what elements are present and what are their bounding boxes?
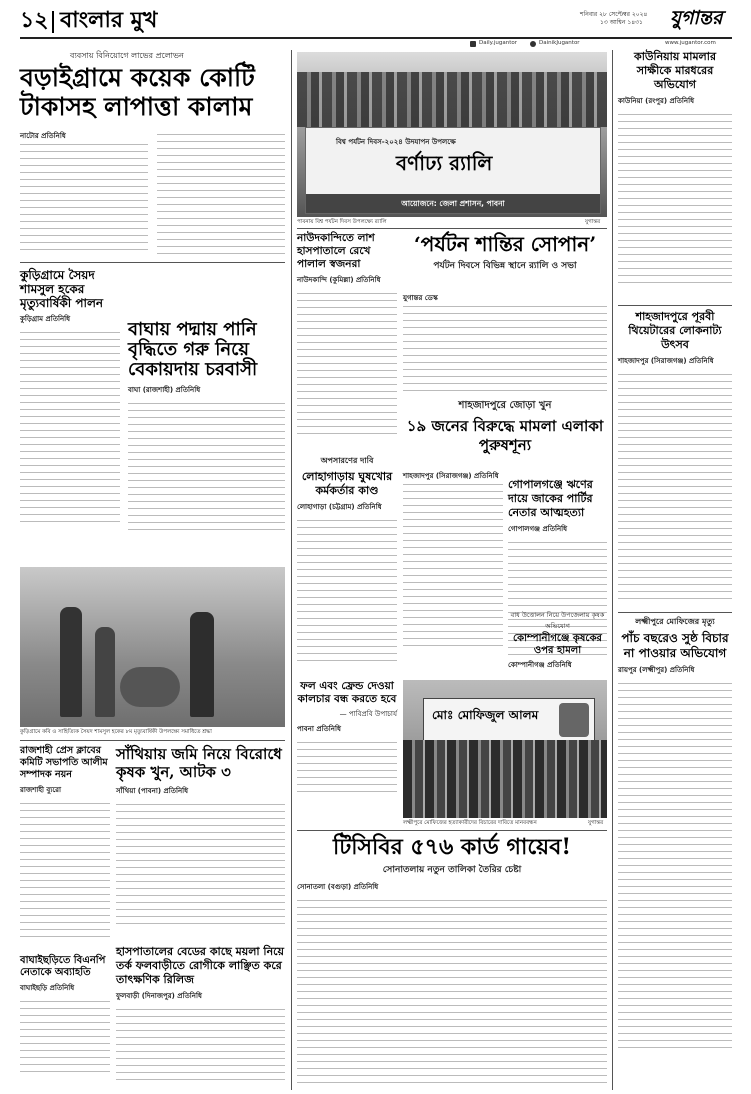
lohagara-body — [297, 516, 397, 661]
page-number: ১২ — [20, 7, 49, 33]
story-shahjadpur-fest — [618, 310, 732, 610]
bagha-body — [128, 399, 285, 534]
story-tcb — [297, 834, 607, 1090]
lead-body — [157, 130, 285, 255]
story-kaunia — [618, 50, 732, 300]
dainik-handle[interactable]: DainikJugantor — [539, 40, 580, 46]
fest-byline: শাহজাদপুর (সিরাজগঞ্জ) প্রতিনিধি — [618, 357, 714, 365]
murder-byline: শাহজাদপুর (সিরাজগঞ্জ) প্রতিনিধি — [403, 472, 499, 480]
bagha-byline: বাঘা (রাজশাহী) প্রতিনিধি — [128, 386, 201, 394]
companiganj-headline: কোম্পানীগঞ্জে কৃষকের ওপর হামলা — [513, 633, 602, 656]
column-rule — [612, 50, 613, 1090]
gopalganj-byline: গোপালগঞ্জ প্রতিনিধি — [508, 525, 568, 533]
baghaichari-body — [20, 997, 110, 1077]
story-tourism — [403, 232, 607, 292]
kurigram-photo-caption: কুড়িগ্রামে কবি ও সাহিত্যিক সৈয়দ শামসুল হকের ৮ম মৃত্যুবার্ষিকী উপলক্ষ্যে সমাধিতে শ্রদ্ধা — [20, 729, 212, 735]
story-naudkandi — [297, 232, 397, 452]
story-companiganj-attack — [508, 610, 607, 678]
companiganj-kicker: বাধ উত্তোলন নিয়ে উপজেলায় কৃষক অভিযোগ — [510, 611, 605, 630]
story-kurigram — [20, 268, 120, 558]
fruit-headline: ফল এবং ফ্রেন্ড দেওয়া কালচার বন্ধ করতে হবে — [297, 680, 397, 705]
section-rule — [297, 228, 607, 229]
murder-headline: ১৯ জনের বিরুদ্ধে মামলা এলাকা পুরুষশূন্য — [406, 417, 604, 454]
protest-crowd — [403, 740, 607, 818]
kurigram-byline: কুড়িগ্রাম প্রতিনিধি — [20, 315, 71, 323]
kurigram-photo — [20, 567, 285, 727]
story-lohagara — [297, 455, 397, 675]
fruit-body — [297, 738, 397, 798]
kurigram-headline: কুড়িগ্রামে সৈয়দ শামসুল হকের মৃত্যুবার্ষিকী পালন — [20, 268, 104, 310]
lead-body — [20, 140, 148, 255]
naudkandi-body — [297, 289, 397, 439]
lohagara-headline: লোহাগাড়ায় ঘুষখোর কর্মকর্তার কাণ্ড — [301, 470, 393, 497]
protest-caption: লক্ষ্মীপুরে মোফিজের হত্যাকারীদের বিচারের দাবিতে মানববন্ধন — [403, 820, 537, 826]
rally-caption: পাবনায় বিশ্ব পর্যটন দিবস উপলক্ষ্যে র‍্যালি — [297, 219, 387, 225]
photo-figure — [60, 607, 82, 717]
fest-headline: শাহজাদপুরে পূরবী থিয়েটারের লোকনাট্য উৎসব — [628, 310, 722, 351]
companiganj-byline: কোম্পানীগঞ্জ প্রতিনিধি — [508, 661, 572, 669]
laxmipur-kicker: লক্ষ্মীপুরে মোফিজের মৃত্যু — [635, 617, 715, 626]
section-rule — [20, 740, 285, 741]
twitter-icon — [530, 41, 536, 47]
section-rule — [618, 305, 732, 306]
website-link[interactable]: www.jugantor.com — [665, 40, 716, 46]
tourism-byline: যুগান্তর ডেস্ক — [403, 294, 438, 302]
banner-organizer: আয়োজনে: জেলা প্রশাসন, পাবনা — [306, 194, 600, 213]
masthead-divider — [52, 11, 54, 33]
rally-credit: যুগান্তর — [585, 219, 601, 225]
story-baghaichari — [20, 955, 110, 1090]
kaunia-byline: কাউনিয়া (রংপুর) প্রতিনিধি — [618, 97, 695, 105]
photo-wreath — [120, 667, 180, 707]
saithia-body — [116, 800, 285, 930]
tourism-body — [403, 302, 607, 392]
protest-photo — [403, 680, 607, 818]
banner-title: বর্ণাঢ্য র‍্যালি — [396, 151, 493, 175]
protest-banner — [423, 698, 595, 742]
tourism-subhead: পর্যটন দিবসে বিভিন্ন স্থানে র‍্যালি ও সভা — [433, 261, 577, 271]
baghaichari-byline: বাঘাইছড়ি প্রতিনিধি — [20, 984, 75, 992]
lead-headline: বড়াইগ্রামে কয়েক কোটি টাকাসহ লাপাত্তা কালাম — [20, 63, 255, 121]
lohagara-kicker: অপসারণের দাবি — [320, 456, 374, 465]
laxmipur-body — [618, 679, 732, 1049]
gopalganj-headline: গোপালগঞ্জে ঋণের দায়ে জাকের পার্টির নেতার আত্মহত্যা — [508, 478, 593, 519]
kaunia-body — [618, 110, 732, 285]
naudkandi-headline: নাউদকান্দিতে লাশ হাসপাতালে রেখে পালাল স্বজনরা — [297, 232, 375, 270]
section-rule — [20, 262, 285, 263]
column-rule — [291, 50, 292, 1090]
protest-portrait — [559, 703, 589, 737]
fest-body — [618, 370, 732, 600]
masthead-rule — [20, 37, 732, 39]
baghaichari-headline: বাঘাইছড়িতে বিএনপি নেতাকে অব্যাহতি — [20, 955, 106, 978]
story-hospital — [116, 945, 285, 1090]
tcb-headline: টিসিবির ৫৭৬ কার্ড গায়েব! — [332, 834, 572, 860]
lead-byline: নাটোর প্রতিনিধি — [20, 132, 66, 140]
crowd — [297, 72, 607, 127]
rajshahi-headline: রাজশাহী প্রেস ক্লাবের কমিটি সভাপতি আলীম সম্পাদক নয়ন — [20, 745, 108, 780]
photo-figure — [95, 627, 115, 717]
hospital-headline: হাসপাতালের বেডের কাছে ময়লা নিয়ে তর্ক ফলবাড়ীতে রোগীকে লাঞ্ছিত করে তাৎক্ষণিক রিলিজ — [116, 945, 285, 986]
naudkandi-byline: নাউদকান্দি (কুমিল্লা) প্রতিনিধি — [297, 276, 381, 284]
bagha-headline: বাঘায় পদ্মায় পানি বৃদ্ধিতে গরু নিয়ে বেকায়দায় চরবাসী — [128, 319, 258, 380]
tourism-headline: ‘পর্যটন শান্তির সোপান’ — [413, 232, 597, 256]
kurigram-body — [20, 328, 120, 528]
rally-photo — [297, 52, 607, 217]
social-bar — [470, 40, 732, 49]
rajshahi-byline: রাজশাহী ব্যুরো — [20, 786, 62, 794]
date-line-1: শনিবার ২৮ সেপ্টেম্বর ২০২৪ — [580, 11, 648, 18]
rally-banner — [305, 127, 601, 214]
story-laxmipur — [618, 616, 732, 1090]
date-line-2: ১৩ আশ্বিন ১৪৩১ — [600, 19, 643, 26]
section-rule — [297, 830, 607, 831]
story-rajshahi — [20, 745, 110, 955]
murder-kicker: শাহজাদপুরে জোড়া খুন — [458, 400, 552, 411]
story-shahjadpur-murder — [403, 398, 607, 468]
protest-banner-text: মোঃ মোফিজুল আলম — [432, 708, 539, 722]
hospital-body — [116, 1005, 285, 1080]
photo-figure — [190, 612, 214, 717]
section-title: বাংলার মুখ — [60, 7, 158, 33]
saithia-byline: সাঁথিয়া (পাবনা) প্রতিনিধি — [116, 787, 189, 795]
fruit-attribution: — পাবিপ্রবি উপাচার্য — [339, 710, 397, 718]
laxmipur-byline: রায়পুর (লক্ষ্মীপুর) প্রতিনিধি — [618, 666, 695, 674]
murder-body — [403, 480, 503, 650]
masthead — [20, 8, 732, 36]
banner-subtitle: বিশ্ব পর্যটন দিবস-২০২৪ উদযাপন উপলক্ষে — [336, 138, 456, 146]
story-fruit — [297, 680, 397, 820]
rajshahi-body — [20, 799, 110, 939]
story-bagha — [128, 320, 285, 560]
tcb-subhead: সোনাতলায় নতুন তালিকা তৈরির চেষ্টা — [382, 865, 522, 875]
facebook-icon — [470, 41, 476, 47]
tcb-body — [297, 896, 607, 1086]
saithia-headline: সাঁথিয়ায় জমি নিয়ে বিরোধে কৃষক খুন, আটক ৩ — [116, 745, 282, 781]
lead-kicker: ব্যবসায় বিনিয়োগে লাভের প্রলোভন — [70, 51, 184, 60]
protest-credit: যুগান্তর — [588, 820, 604, 826]
laxmipur-headline: পাঁচ বছরেও সুষ্ঠ বিচার না পাওয়ার অভিযোগ — [621, 631, 729, 660]
section-rule — [618, 612, 732, 613]
brand-logo: যুগান্তর — [670, 7, 723, 29]
daily-handle[interactable]: Daily.jugantor — [479, 40, 518, 46]
hospital-byline: ফুলবাড়ী (দিনাজপুর) প্রতিনিধি — [116, 992, 202, 1000]
story-saithia — [116, 745, 285, 945]
tcb-byline: সোনাতলা (বগুড়া) প্রতিনিধি — [297, 883, 379, 891]
lohagara-byline: লোহাগাড়া (চট্টগ্রাম) প্রতিনিধি — [297, 503, 382, 511]
kaunia-headline: কাউনিয়ায় মামলার সাক্ষীকে মারধরের অভিযোগ — [634, 50, 716, 91]
fruit-byline: পাবনা প্রতিনিধি — [297, 725, 341, 733]
